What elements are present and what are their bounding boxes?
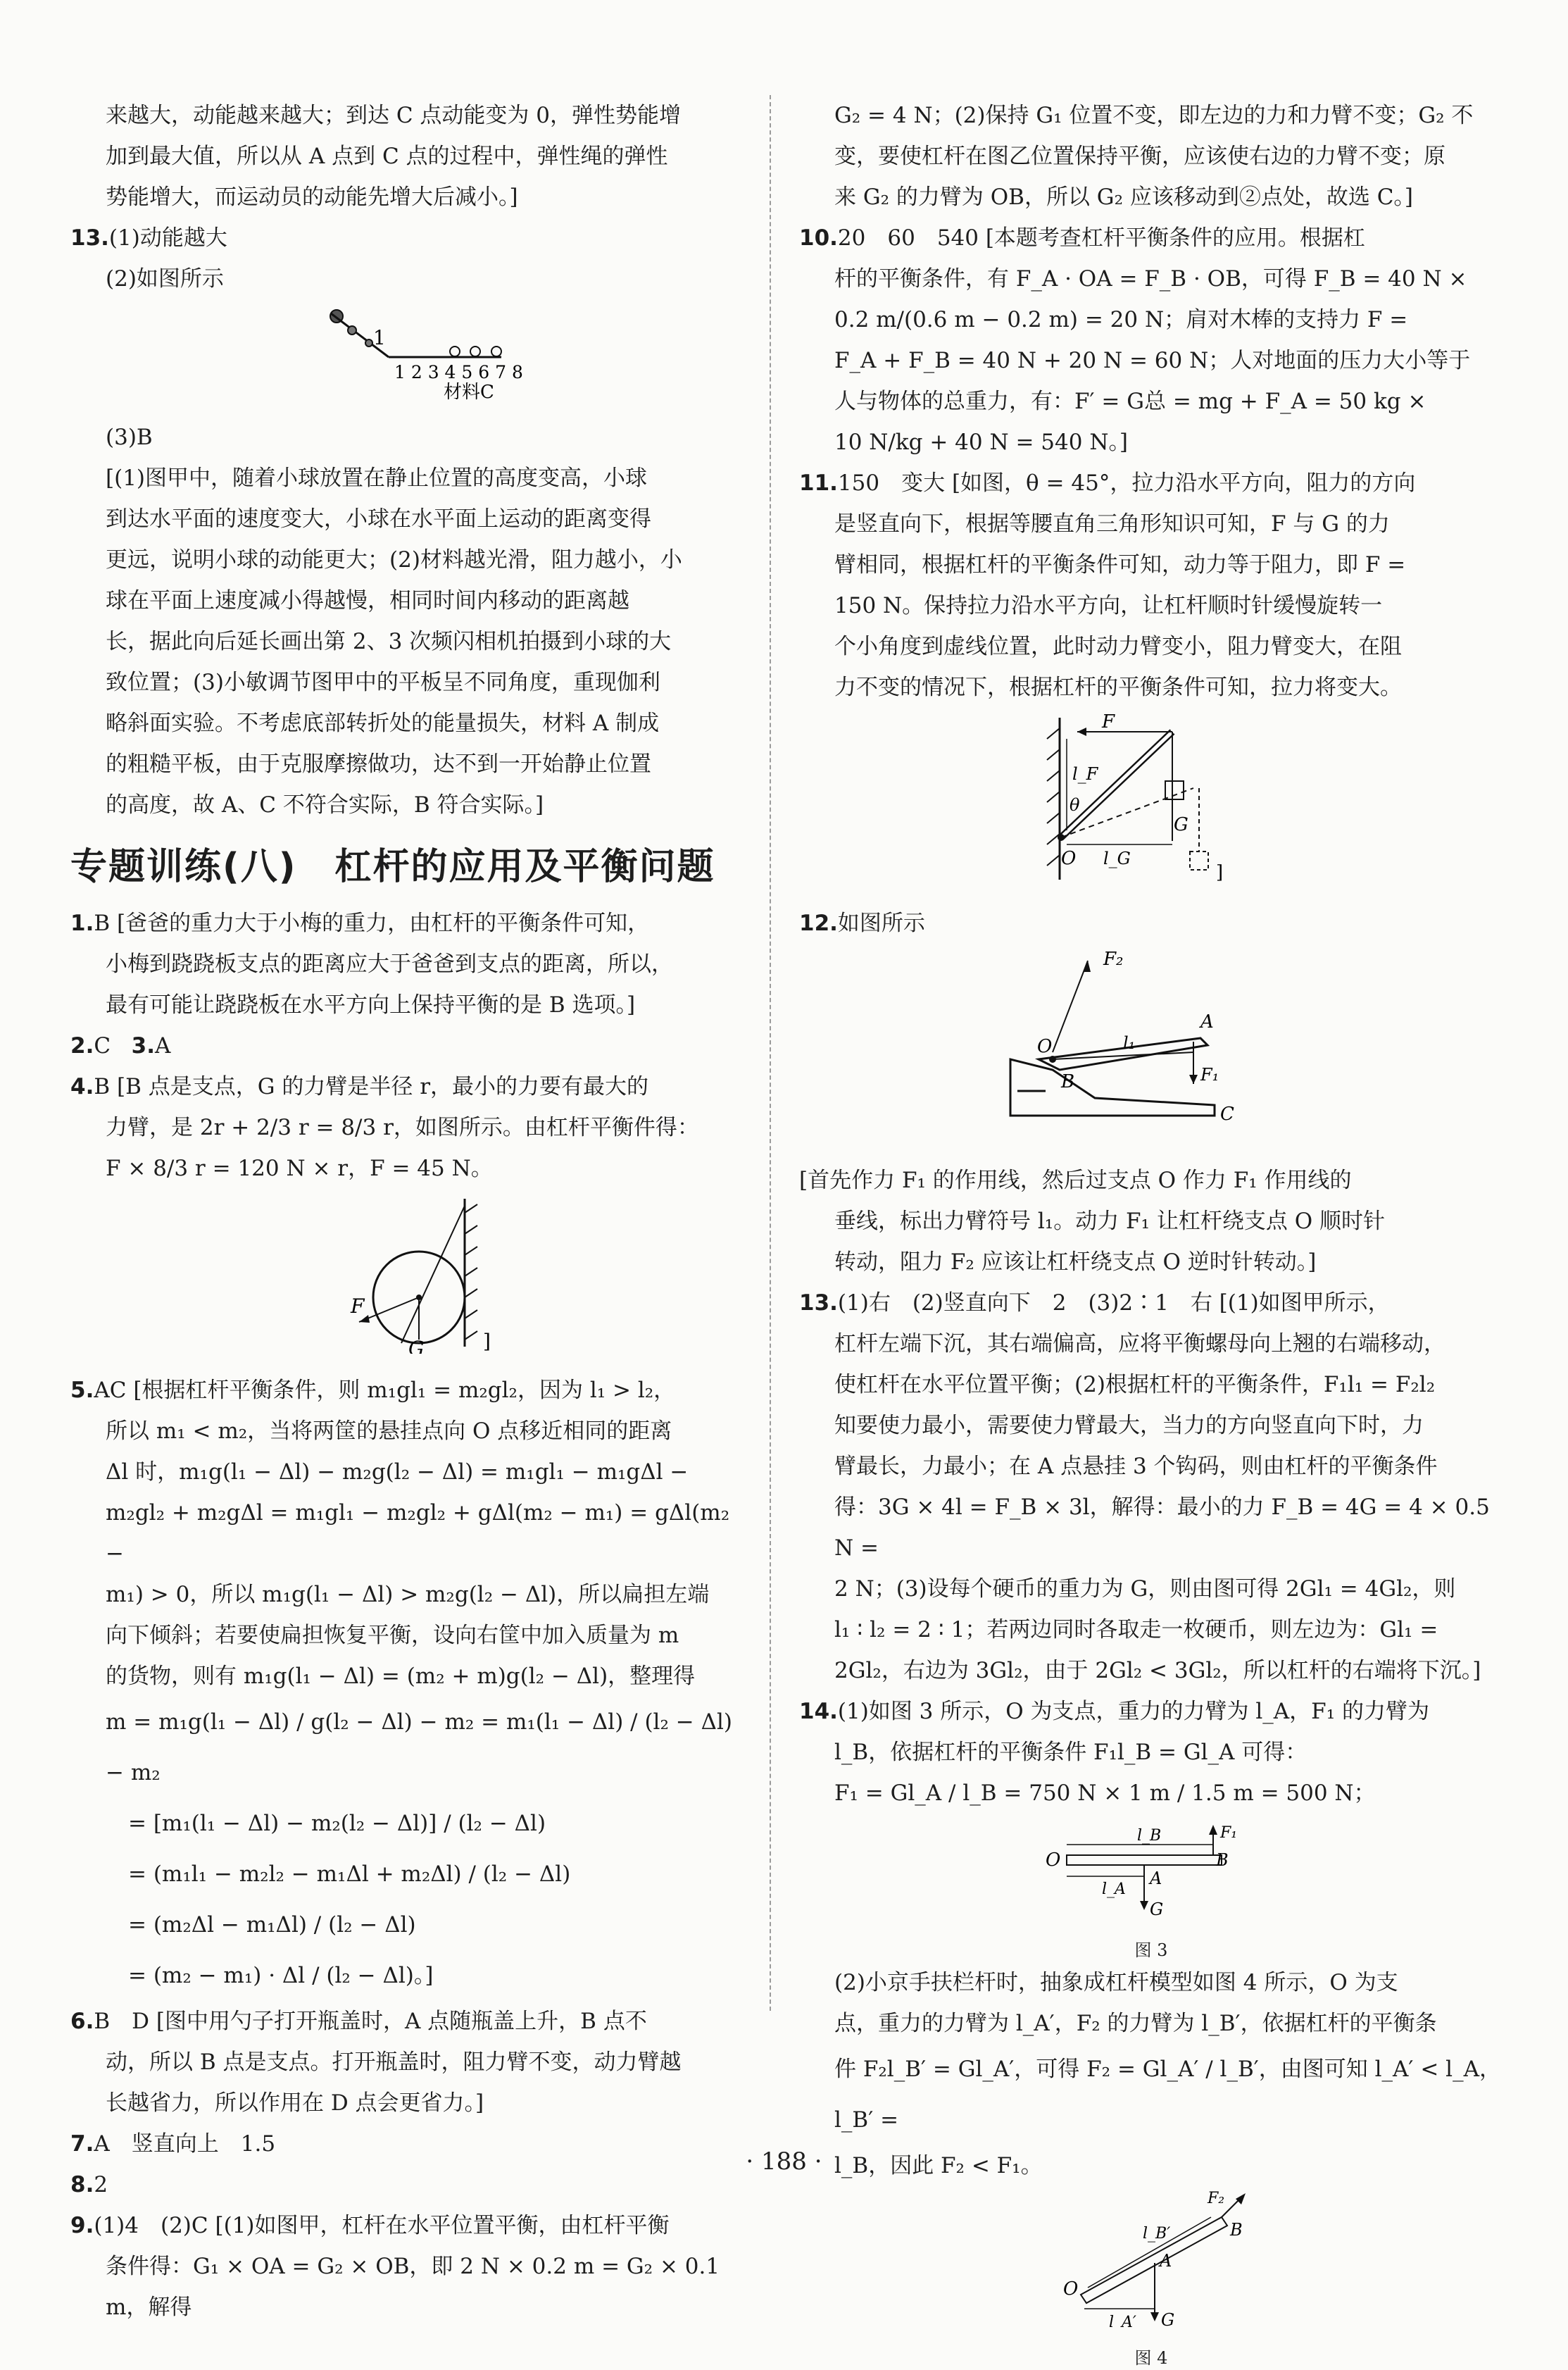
answer-text: (2)小京手扶栏杆时，抽象成杠杆模型如图 4 所示，O 为支 bbox=[834, 1970, 1398, 1995]
fig-label: B bbox=[1061, 1071, 1075, 1092]
weight bbox=[1165, 781, 1184, 799]
right-column bbox=[799, 95, 1503, 2370]
answer-13 bbox=[70, 218, 746, 825]
answer-text: 件 F₂l_B′ = Gl_A′，可得 F₂ = Gl_A′ / l_B′，由图可知 l_A′ < l_A，l_B′ = bbox=[834, 2057, 1501, 2133]
answer-text: A 竖直向上 1.5 bbox=[94, 2131, 276, 2157]
answer-text: (1)4 (2)C [(1)如图甲，杠杆在水平位置平衡，由杠杆平衡 bbox=[94, 2213, 670, 2238]
figure-caption: 图 3 bbox=[1134, 1940, 1168, 1960]
answer-text: 个小角度到虚线位置，此时动力臂变小，阻力臂变大，在阻 bbox=[834, 634, 1402, 659]
fig-label: G bbox=[408, 1337, 425, 1354]
answer-text: 来 G₂ 的力臂为 OB，所以 G₂ 应该移动到②点处，故选 C。] bbox=[834, 185, 1414, 210]
answer-1 bbox=[70, 903, 746, 1025]
answer-text: 2 N；(3)设每个硬币的重力为 G，则由图可得 2Gl₁ = 4Gl₂，则 bbox=[834, 1576, 1456, 1602]
answer-text: 150 变大 [如图，θ = 45°，拉力沿水平方向，阻力的方向 bbox=[837, 470, 1416, 496]
answer-text: (1)右 (2)竖直向下 2 (3)2∶1 右 [(1)如图甲所示， bbox=[837, 1290, 1390, 1316]
answer-text: l₁ ∶ l₂ = 2 ∶ 1；若两边同时各取走一枚硬币，则左边为：Gl₁ = bbox=[834, 1617, 1438, 1642]
fig-label: F bbox=[351, 1295, 365, 1318]
answer-text: 杠杆左端下沉，其右端偏高，应将平衡螺母向上翘的右端移动， bbox=[834, 1331, 1445, 1356]
answer-text: 人与物体的总重力，有：F′ = G总 = mg + F_A = 50 kg × bbox=[834, 389, 1426, 414]
fig-label: O bbox=[1063, 2278, 1079, 2300]
question-number: 5. bbox=[70, 1378, 94, 1403]
answer-text: (2)如图所示 bbox=[106, 266, 224, 292]
answer-10 bbox=[799, 218, 1503, 463]
answer-text: Δl 时，m₁g(l₁ − Δl) − m₂g(l₂ − Δl) = m₁gl₁ − m₁gΔl − bbox=[106, 1459, 689, 1485]
answer-text: m₂gl₂ + m₂gΔl = m₁gl₁ − m₂gl₂ + gΔl(m₂ − m₁) = gΔl(m₂ − bbox=[106, 1500, 730, 1566]
fig-label: l_B bbox=[1137, 1827, 1162, 1845]
explanation-line: 更远，说明小球的动能更大；(2)材料越光滑，阻力越小，小 bbox=[106, 547, 682, 573]
answer-text: 知要使力最小，需要使力臂最大，当力的方向竖直向下时，力 bbox=[834, 1413, 1424, 1438]
fig-label: F₁ bbox=[1220, 1824, 1238, 1842]
answer-text: C bbox=[94, 1033, 111, 1059]
equation: m = m₁g(l₁ − Δl) / g(l₂ − Δl) − m₂ = m₁(l₁ − Δl) / (l₂ − Δl) − m₂ bbox=[106, 1709, 732, 1785]
fig-label: θ bbox=[1070, 795, 1080, 815]
answer-text: G₂ = 4 N；(2)保持 G₁ 位置不变，即左边的力和力臂不变；G₂ 不 bbox=[834, 103, 1474, 128]
question-number: 10. bbox=[799, 225, 838, 251]
answer-text: 向下倾斜；若要使扁担恢复平衡，设向右筐中加入质量为 m bbox=[106, 1623, 679, 1648]
answer-text: 20 60 540 [本题考查杠杆平衡条件的应用。根据杠 bbox=[837, 225, 1365, 251]
fig-label: l_A′ bbox=[1109, 2314, 1136, 2330]
answer-6 bbox=[70, 2001, 746, 2123]
column-divider bbox=[770, 95, 771, 2011]
intro-line: 加到最大值，所以从 A 点到 C 点的过程中，弹性绳的弹性 bbox=[106, 144, 668, 169]
explanation-line: 的粗糙平板，由于克服摩擦做功，达不到一开始静止位置 bbox=[106, 751, 651, 777]
answer-text: AC [根据杠杆平衡条件，则 m₁gl₁ = m₂gl₂，因为 l₁ > l₂， bbox=[94, 1378, 676, 1403]
question-number: 11. bbox=[799, 470, 838, 496]
fig-label: O bbox=[1061, 848, 1077, 869]
explanation-line: 略斜面实验。不考虑底部转折处的能量损失，材料 A 制成 bbox=[106, 711, 660, 736]
answer-text: 的货物，则有 m₁g(l₁ − Δl) = (m₂ + m)g(l₂ − Δl)，整理得 bbox=[106, 1664, 696, 1689]
answer-text: m₁) > 0，所以 m₁g(l₁ − Δl) > m₂g(l₂ − Δl)，所以扁担左端 bbox=[106, 1582, 710, 1607]
answer-9 bbox=[70, 2205, 746, 2328]
answer-12 bbox=[799, 903, 1503, 1283]
intro-line: 势能增大，而运动员的动能先增大后减小。] bbox=[106, 185, 518, 210]
fig-label: A bbox=[1150, 1869, 1162, 1888]
question-number: 8. bbox=[70, 2172, 94, 2197]
fig-label: O bbox=[1046, 1850, 1061, 1871]
figure-bottle-opener bbox=[799, 947, 1503, 1144]
fig-label: B bbox=[1230, 2220, 1243, 2240]
figure-lever-wall bbox=[799, 711, 1503, 887]
answer-text: 最有可能让跷跷板在水平方向上保持平衡的是 B 选项。] bbox=[106, 992, 636, 1018]
fig-label: O bbox=[1037, 1036, 1053, 1057]
fig-label: ] bbox=[483, 1330, 491, 1353]
answer-13-right bbox=[799, 1283, 1503, 1691]
answer-text: 2 bbox=[94, 2172, 108, 2197]
question-number: 7. bbox=[70, 2131, 94, 2157]
equation: = (m₂Δl − m₁Δl) / (l₂ − Δl) bbox=[128, 1912, 416, 1938]
figure-material-c bbox=[70, 302, 746, 401]
fig-label: l₁ bbox=[1123, 1033, 1136, 1053]
fig-label: B bbox=[1216, 1850, 1229, 1870]
answer-text: l_B，依据杠杆的平衡条件 F₁l_B = Gl_A 可得： bbox=[834, 1740, 1307, 1765]
answer-14 bbox=[799, 1691, 1503, 2370]
answer-text: F × 8/3 r = 120 N × r，F = 45 N。 bbox=[106, 1156, 493, 1181]
equation: = (m₁l₁ − m₂l₂ − m₁Δl + m₂Δl) / (l₂ − Δl) bbox=[128, 1861, 571, 1887]
answer-text: 力臂，是 2r + 2/3 r = 8/3 r，如图所示。由杠杆平衡件得： bbox=[106, 1115, 699, 1140]
fig-label: C bbox=[1220, 1104, 1234, 1125]
answer-text: 长越省力，所以作用在 D 点会更省力。] bbox=[106, 2090, 484, 2116]
question-number: 9. bbox=[70, 2213, 94, 2238]
fig-label: l_F bbox=[1072, 764, 1098, 784]
rope bbox=[401, 1206, 465, 1343]
fig-label: l_B′ bbox=[1143, 2225, 1171, 2243]
answer-text: l_B，因此 F₂ < F₁。 bbox=[834, 2153, 1043, 2178]
answer-text: 小梅到跷跷板支点的距离应大于爸爸到支点的距离，所以， bbox=[106, 952, 673, 977]
fig-label: ] bbox=[1216, 862, 1224, 883]
fig-label: A bbox=[1160, 2251, 1172, 2271]
ball bbox=[470, 347, 480, 356]
answer-text: 150 N。保持拉力沿水平方向，让杠杆顺时针缓慢旋转一 bbox=[834, 593, 1383, 618]
fig-label: F₂ bbox=[1208, 2190, 1225, 2207]
answer-text: F_A + F_B = 40 N + 20 N = 60 N；人对地面的压力大小等于 bbox=[834, 348, 1471, 373]
explanation-line: 的高度，故 A、C 不符合实际，B 符合实际。] bbox=[106, 792, 544, 818]
question-number: 14. bbox=[799, 1699, 838, 1724]
answer-text: 杆的平衡条件，有 F_A · OA = F_B · OB，可得 F_B = 40 N × bbox=[834, 266, 1467, 292]
equation: = (m₂ − m₁) · Δl / (l₂ − Δl)。] bbox=[128, 1963, 434, 1988]
question-number: 12. bbox=[799, 911, 838, 936]
question-number: 1. bbox=[70, 911, 94, 936]
figure-4 bbox=[799, 2189, 1503, 2330]
answer-11 bbox=[799, 463, 1503, 903]
answer-text: A bbox=[155, 1033, 171, 1059]
section-title: 专题训练(八) 杠杆的应用及平衡问题 bbox=[70, 846, 715, 888]
answer-text: B [爸爸的重力大于小梅的重力，由杠杆的平衡条件可知， bbox=[94, 911, 650, 936]
answer-text: (3)B bbox=[106, 425, 153, 450]
question-number: 4. bbox=[70, 1074, 94, 1099]
answer-text: 2Gl₂，右边为 3Gl₂，由于 2Gl₂ < 3Gl₂，所以杠杆的右端将下沉。] bbox=[834, 1658, 1481, 1683]
explanation-line: [首先作力 F₁ 的作用线，然后过支点 O 作力 F₁ 作用线的 bbox=[799, 1168, 1352, 1193]
figure-caption: 图 4 bbox=[1134, 2348, 1168, 2368]
fig-label: G bbox=[1174, 814, 1188, 835]
ball bbox=[365, 339, 372, 347]
fig-label: 材料C bbox=[444, 382, 494, 401]
ball bbox=[450, 347, 460, 356]
answer-text: 力不变的情况下，根据杠杆的平衡条件可知，拉力将变大。 bbox=[834, 675, 1402, 700]
answer-text: 变，要使杠杆在图乙位置保持平衡，应该使右边的力臂不变；原 bbox=[834, 144, 1445, 169]
left-column bbox=[70, 95, 746, 2328]
answer-text: 是竖直向下，根据等腰直角三角形知识可知，F 与 G 的力 bbox=[834, 511, 1390, 537]
answer-text: 如图所示 bbox=[837, 911, 925, 936]
answer-text: 条件得：G₁ × OA = G₂ × OB，即 2 N × 0.2 m = G₂ × 0.1 m，解得 bbox=[106, 2254, 720, 2320]
question-number: 3. bbox=[131, 1033, 156, 1059]
answer-text: 臂相同，根据杠杆的平衡条件可知，动力等于阻力，即 F = bbox=[834, 552, 1406, 578]
answer-text: 10 N/kg + 40 N = 540 N。] bbox=[834, 430, 1129, 455]
answer-text: (1)如图 3 所示，O 为支点，重力的力臂为 l_A，F₁ 的力臂为 bbox=[837, 1699, 1429, 1724]
equation: F₁ = Gl_A / l_B = 750 N × 1 m / 1.5 m = 500 N； bbox=[834, 1780, 1376, 1806]
ball bbox=[348, 326, 356, 335]
answer-text: 所以 m₁ < m₂，当将两筐的悬挂点向 O 点移近相同的距离 bbox=[106, 1418, 672, 1444]
opener-base bbox=[1010, 1059, 1215, 1116]
fig-label: A bbox=[1200, 1011, 1214, 1033]
answer-text: 动，所以 B 点是支点。打开瓶盖时，阻力臂不变，动力臂越 bbox=[106, 2050, 682, 2075]
fig-label: G bbox=[1161, 2310, 1175, 2330]
equation: = [m₁(l₁ − Δl) − m₂(l₂ − Δl)] / (l₂ − Δl) bbox=[128, 1811, 546, 1836]
question-number: 13. bbox=[799, 1290, 838, 1316]
fig-label: G bbox=[1150, 1900, 1164, 1919]
explanation-line: [(1)图甲中，随着小球放置在静止位置的高度变高，小球 bbox=[106, 466, 648, 491]
explanation-line: 致位置；(3)小敏调节图甲中的平板呈不同角度，重现伽利 bbox=[106, 670, 660, 695]
answer-text: 0.2 m/(0.6 m − 0.2 m) = 20 N；肩对木棒的支持力 F = bbox=[834, 307, 1408, 332]
question-number: 2. bbox=[70, 1033, 94, 1059]
fig-label: F₂ bbox=[1103, 949, 1124, 970]
explanation-line: 到达水平面的速度变大，小球在水平面上运动的距离变得 bbox=[106, 506, 651, 532]
figure-3 bbox=[799, 1816, 1503, 1922]
fig-label: 1 bbox=[373, 326, 386, 349]
answer-text: 点，重力的力臂为 l_A′，F₂ 的力臂为 l_B′，依据杠杆的平衡条 bbox=[834, 2011, 1437, 2036]
fig-label: F bbox=[1102, 711, 1115, 732]
bar bbox=[1067, 1855, 1222, 1865]
answer-4 bbox=[70, 1066, 746, 1370]
page-number: · 188 · bbox=[746, 2147, 822, 2176]
ball bbox=[491, 347, 501, 356]
fig-label: F₁ bbox=[1200, 1065, 1219, 1085]
answer-text: 得：3G × 4l = F_B × 3l，解得：最小的力 F_B = 4G = 4 × 0.5 N = bbox=[834, 1495, 1490, 1561]
answer-text: B D [图中用勺子打开瓶盖时，A 点随瓶盖上升，B 点不 bbox=[94, 2009, 647, 2034]
answer-text: 臂最长，力最小；在 A 点悬挂 3 个钩码，则由杠杆的平衡条件 bbox=[834, 1454, 1438, 1479]
answer-2-3 bbox=[70, 1025, 746, 1066]
explanation-line: 垂线，标出力臂符号 l₁。动力 F₁ 让杠杆绕支点 O 顺时针 bbox=[834, 1209, 1385, 1234]
question-number: 6. bbox=[70, 2009, 94, 2034]
answer-text: B [B 点是支点，G 的力臂是半径 r，最小的力要有最大的 bbox=[94, 1074, 649, 1099]
question-number: 13. bbox=[70, 225, 109, 251]
answer-5 bbox=[70, 1370, 746, 2001]
answer-text: 使杠杆在水平位置平衡；(2)根据杠杆的平衡条件，F₁l₁ = F₂l₂ bbox=[834, 1372, 1436, 1397]
fig-marks: 1 2 3 4 5 6 7 8 bbox=[394, 362, 523, 382]
force-f2 bbox=[1053, 961, 1088, 1052]
answer-text: (1)动能越大 bbox=[108, 225, 227, 251]
intro-line: 来越大，动能越来越大；到达 C 点动能变为 0，弹性势能增 bbox=[106, 103, 682, 128]
explanation-line: 球在平面上速度减小得越慢，相同时间内移动的距离越 bbox=[106, 588, 629, 613]
fig-label: l_G bbox=[1103, 849, 1131, 868]
explanation-line: 长，据此向后延长画出第 2、3 次频闪相机拍摄到小球的大 bbox=[106, 629, 672, 654]
explanation-line: 转动，阻力 F₂ 应该让杠杆绕支点 O 逆时针转动。] bbox=[834, 1249, 1317, 1275]
figure-ball-wall bbox=[70, 1192, 746, 1354]
fig-label: l_A bbox=[1102, 1881, 1126, 1898]
